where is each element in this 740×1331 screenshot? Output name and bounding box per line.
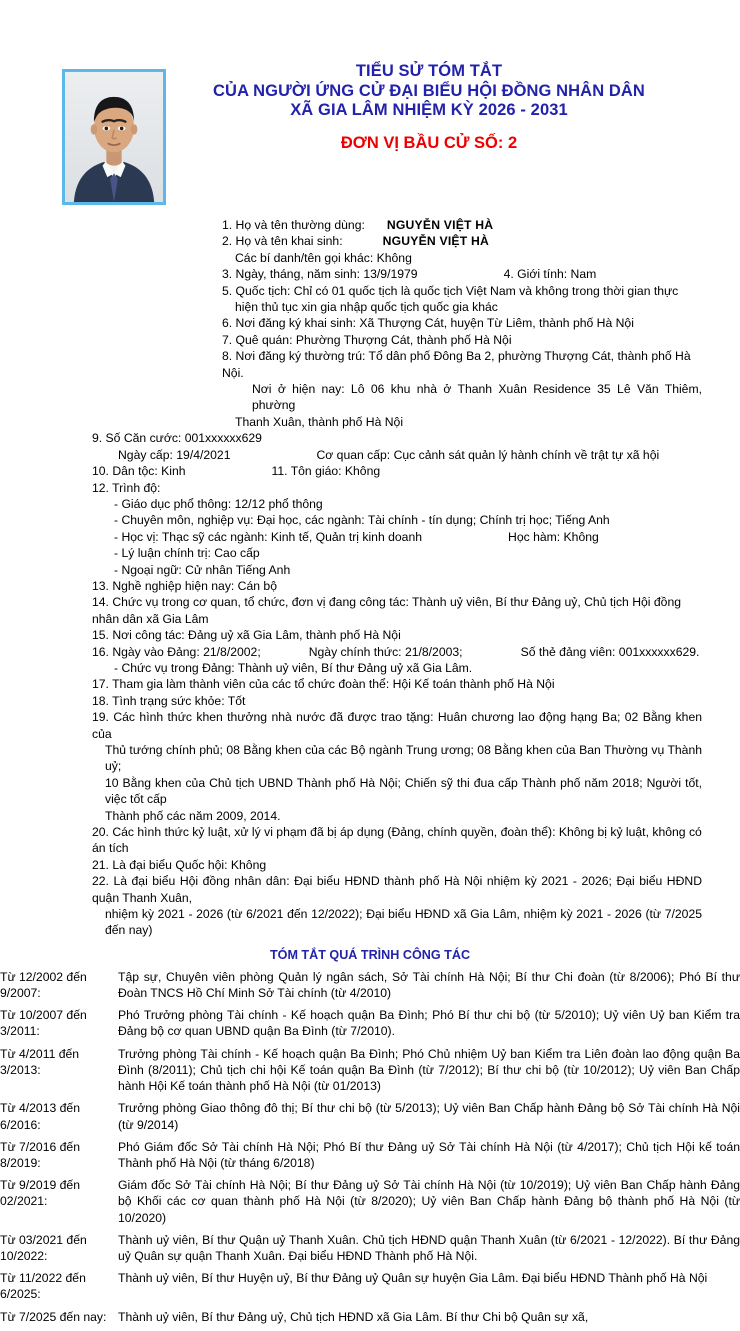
document-title-line-1: TIỂU SỬ TÓM TẮT <box>355 62 503 80</box>
work-history-description: Trưởng phòng Tài chính - Kế hoạch quận Ba Đình; Phó Chủ nhiệm Uỷ ban Kiểm tra Liên đoàn lao động quận Ba Đình (8/2011); Chủ tịch chi hội Kế toán quận Ba Đình (từ 7/2012); Bí thư chi bộ (từ 10/2012); Uỷ viên Ban Chấp hành Hội Kế toán thành phố Hà Nội (từ 01/2013) <box>118 1046 740 1094</box>
info-item-12-e: - Ngoại ngữ: Cử nhân Tiếng Anh <box>114 562 291 577</box>
work-history-period: Từ 10/2007 đến 3/2011: <box>0 1008 87 1039</box>
info-item-16 <box>92 644 702 660</box>
work-history-row <box>0 1270 740 1308</box>
work-history-description: Thành uỷ viên, Bí thư Đảng uỷ, Chủ tịch HĐND xã Gia Lâm. Bí thư Chi bộ Quân sự xã, <box>118 1309 589 1324</box>
info-item-7: 7. Quê quán: Phường Thượng Cát, thành phố Hà Nội <box>222 332 512 347</box>
info-item-9-issuance <box>92 447 702 463</box>
info-item-8-line-3: Thanh Xuân, thành phố Hà Nội <box>235 414 404 429</box>
info-item-2-alias: Các bí danh/tên gọi khác: Không <box>235 250 412 265</box>
work-history-period: Từ 03/2021 đến 10/2022: <box>0 1232 87 1263</box>
work-history-row <box>0 969 740 1007</box>
info-item-16-party-position: - Chức vụ trong Đảng: Thành uỷ viên, Bí thư Đảng uỷ xã Gia Lâm. <box>114 660 473 675</box>
info-item-19-line-4: Thành phố các năm 2009, 2014. <box>105 808 281 823</box>
info-item-10-and-11 <box>92 463 702 479</box>
info-item-12: 12. Trình độ: <box>92 480 161 495</box>
info-item-10: 10. Dân tộc: Kinh <box>92 464 186 479</box>
work-history-description: Phó Giám đốc Sở Tài chính Hà Nội; Phó Bí thư Đảng uỷ Sở Tài chính Hà Nội (từ 4/2017); Chủ tịch Hội kế toán Thành phố Hà Nội (từ tháng 6/2018) <box>118 1139 740 1170</box>
work-history-period: Từ 12/2002 đến 9/2007: <box>0 969 87 1001</box>
info-item-17: 17. Tham gia làm thành viên của các tổ chức đoàn thể: Hội Kế toán thành phố Hà Nội <box>92 677 555 692</box>
work-history-row <box>0 1139 740 1177</box>
work-history-table-body <box>0 969 740 1331</box>
info-item-18: 18. Tình trạng sức khỏe: Tốt <box>92 693 246 708</box>
document-header <box>0 0 740 205</box>
electoral-unit-label: ĐƠN VỊ BẦU CỬ SỐ: 2 <box>340 133 518 152</box>
info-item-12-c-degree: - Học vị: Thạc sỹ các ngành: Kinh tế, Quản trị kinh doanh <box>114 529 423 544</box>
work-history-row <box>0 1046 740 1101</box>
info-item-9: 9. Số Căn cước: 001xxxxxx629 <box>92 431 262 446</box>
work-history-title: TÓM TẮT QUÁ TRÌNH CÔNG TÁC <box>269 947 471 962</box>
work-history-period: Từ 4/2013 đến 6/2016: <box>0 1101 80 1132</box>
work-history-row <box>0 1309 740 1331</box>
work-history-period: Từ 9/2019 đến 02/2021: <box>0 1178 80 1209</box>
info-item-15: 15. Nơi công tác: Đảng uỷ xã Gia Lâm, thành phố Hà Nội <box>92 628 401 643</box>
info-item-19-line-1: 19. Các hình thức khen thưởng nhà nước đã được trao tặng: Huân chương lao động hạng Ba; 02 Bằng khen của <box>92 710 702 741</box>
title-block <box>166 62 700 153</box>
info-item-21: 21. Là đại biểu Quốc hội: Không <box>92 857 267 872</box>
info-item-9-issue-date: Ngày cấp: 19/4/2021 <box>118 447 231 462</box>
info-item-16-official-date: Ngày chính thức: 21/8/2003; <box>308 644 463 659</box>
info-item-1-label: 1. Họ và tên thường dùng: <box>222 218 365 232</box>
work-history-description: Thành uỷ viên, Bí thư Huyện uỷ, Bí thư Đảng uỷ Quân sự huyện Gia Lâm. Đại biểu HĐND Thành phố Hà Nội <box>118 1271 708 1286</box>
info-item-12-b: - Chuyên môn, nghiệp vụ: Đại học, các ngành: Tài chính - tín dụng; Chính trị học; Tiếng Anh <box>114 513 610 528</box>
info-item-12-c-academic-title: Học hàm: Không <box>508 529 599 544</box>
info-item-3: 3. Ngày, tháng, năm sinh: 13/9/1979 <box>222 267 418 282</box>
document-title-line-3: XÃ GIA LÂM NHIỆM KỲ 2026 - 2031 <box>290 101 568 119</box>
info-item-8-line-1: 8. Nơi đăng ký thường trú: Tổ dân phố Đông Ba 2, phường Thượng Cát, thành phố Hà Nội. <box>222 349 691 380</box>
info-item-11: 11. Tôn giáo: Không <box>271 464 381 479</box>
work-history-description: Thành uỷ viên, Bí thư Quận uỷ Thanh Xuân. Chủ tịch HĐND quận Thanh Xuân (từ 6/2021 - 12/2022). Bí thư Đảng uỷ Quân sự quận Thanh Xuân. Đại biểu HĐND Thành phố Hà Nội. <box>118 1232 740 1263</box>
info-item-9-issuer: Cơ quan cấp: Cục cảnh sát quản lý hành chính về trật tự xã hội <box>316 447 660 462</box>
info-item-12-a: - Giáo dục phổ thông: 12/12 phổ thông <box>114 496 323 511</box>
info-item-12-d: - Lý luận chính trị: Cao cấp <box>114 546 260 561</box>
work-history-description: Phó Trưởng phòng Tài chính - Kế hoạch quận Ba Đình; Phó Bí thư chi bộ (từ 5/2010); Uỷ viên Uỷ ban Kiểm tra Đảng bộ cơ quan UBND quận Ba Đình (từ 7/2010). <box>118 1008 740 1039</box>
info-item-1-value: NGUYỄN VIỆT HÀ <box>386 218 494 232</box>
work-history-description: Tập sự, Chuyên viên phòng Quản lý ngân sách, Sở Tài chính Hà Nội; Bí thư Chi đoàn (từ 8/2006); Phó Bí thư Đoàn TNCS Hồ Chí Minh Sở Tài chính (từ 4/2010) <box>118 969 740 1001</box>
work-history-table <box>0 969 740 1331</box>
work-history-period: Từ 4/2011 đến 3/2013: <box>0 1046 80 1077</box>
info-item-2 <box>222 233 702 249</box>
info-item-5-line-2: hiện thủ tục xin gia nhập quốc tịch quốc gia khác <box>235 300 498 315</box>
info-item-5-line-1: 5. Quốc tịch: Chỉ có 01 quốc tịch là quốc tịch Việt Nam và không trong thời gian thực <box>222 283 679 298</box>
info-item-12-c <box>92 529 702 545</box>
work-history-period: Từ 7/2016 đến 8/2019: <box>0 1139 80 1170</box>
info-item-16-card-number: Số thẻ đảng viên: 001xxxxxx629. <box>520 644 700 659</box>
info-item-13: 13. Nghề nghiệp hiện nay: Cán bộ <box>92 578 277 593</box>
work-history-period: Từ 7/2025 đến nay: <box>0 1309 107 1324</box>
info-item-6: 6. Nơi đăng ký khai sinh: Xã Thượng Cát, huyện Từ Liêm, thành phố Hà Nội <box>222 316 634 331</box>
personal-info-lower <box>0 430 740 939</box>
work-history-row <box>0 1177 740 1232</box>
candidate-portrait-photo <box>62 69 166 205</box>
info-item-2-label: 2. Họ và tên khai sinh: <box>222 234 343 249</box>
work-history-row <box>0 1007 740 1045</box>
document-title-line-2: CỦA NGƯỜI ỨNG CỬ ĐẠI BIỂU HỘI ĐỒNG NHÂN DÂN <box>213 81 645 100</box>
info-item-22-line-2: nhiệm kỳ 2021 - 2026 (từ 6/2021 đến 12/2022); Đại biểu HĐND xã Gia Lâm, nhiệm kỳ 2021 - 2026 (từ 7/2025 đến nay) <box>105 907 702 938</box>
info-item-22-line-1: 22. Là đại biểu Hội đồng nhân dân: Đại biểu HĐND thành phố Hà Nội nhiệm kỳ 2021 - 2026; Đại biểu HĐND quận Thanh Xuân, <box>92 874 702 905</box>
info-item-3-and-4 <box>222 266 702 282</box>
work-history-period: Từ 11/2022 đến 6/2025: <box>0 1271 86 1302</box>
info-item-8-line-2: Nơi ở hiện nay: Lô 06 khu nhà ở Thanh Xuân Residence 35 Lê Văn Thiêm, phường <box>252 382 702 413</box>
portrait-illustration <box>65 72 163 202</box>
info-item-14: 14. Chức vụ trong cơ quan, tổ chức, đơn vị đang công tác: Thành uỷ viên, Bí thư Đảng uỷ, Chủ tịch Hội đồng nhân dân xã Gia Lâm <box>92 595 682 626</box>
info-item-2-value: NGUYỄN VIỆT HÀ <box>382 234 489 249</box>
work-history-row <box>0 1100 740 1138</box>
work-history-description: Trưởng phòng Giao thông đô thị; Bí thư chi bộ (từ 5/2013); Uỷ viên Ban Chấp hành Đảng bộ Sở Tài chính Hà Nội (từ 9/2014) <box>118 1101 740 1132</box>
work-history-row <box>0 1232 740 1270</box>
info-item-19-line-3: 10 Bằng khen của Chủ tịch UBND Thành phố Hà Nội; Chiến sỹ thi đua cấp Thành phố năm 2018; Người tốt, việc tốt cấp <box>105 775 702 807</box>
info-item-20: 20. Các hình thức kỷ luật, xử lý vi phạm đã bị áp dụng (Đảng, chính quyền, đoàn thể): Không bị kỷ luật, không có án tích <box>92 825 702 856</box>
info-item-4: 4. Giới tính: Nam <box>503 267 597 282</box>
info-item-16-join-date: 16. Ngày vào Đảng: 21/8/2002; <box>92 644 261 659</box>
info-item-1 <box>222 217 702 233</box>
candidate-photo-wrapper <box>62 69 166 205</box>
personal-info-upper <box>0 217 740 430</box>
work-history-description: Giám đốc Sở Tài chính Hà Nội; Bí thư Đảng uỷ Sở Tài chính Hà Nội (từ 10/2019); Uỷ viên Ban Chấp hành Đảng bộ Khối các cơ quan thành phố Hà Nội (từ 8/2020); Uỷ viên Ban Chấp hành Đảng bộ thành phố Hà Nội (từ 10/2020) <box>118 1178 740 1225</box>
info-item-19-line-2: Thủ tướng chính phủ; 08 Bằng khen của các Bộ ngành Trung ương; 08 Bằng khen của Ban Thường vụ Thành uỷ; <box>105 743 702 774</box>
